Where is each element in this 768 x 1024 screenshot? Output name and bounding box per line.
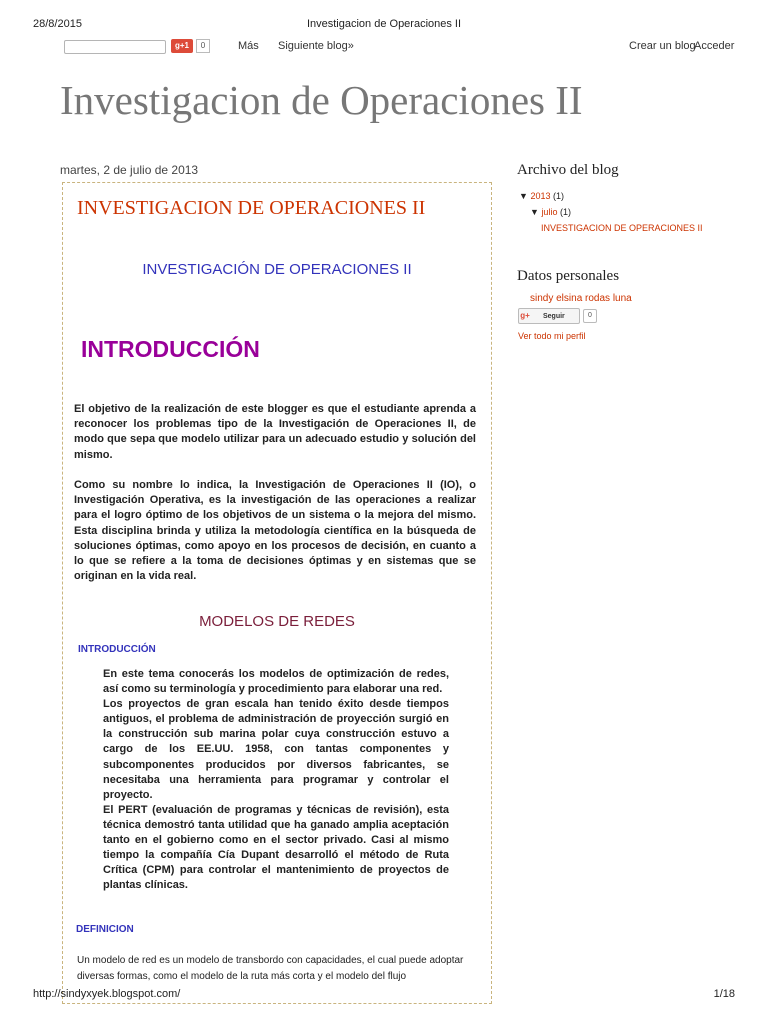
post-subtitle: INVESTIGACIÓN DE OPERACIONES II — [142, 261, 412, 278]
intro-heading: INTRODUCCIÓN — [81, 336, 260, 362]
profile-name-link[interactable]: sindy elsina rodas luna — [530, 293, 632, 304]
login-link[interactable]: Acceder — [694, 40, 735, 52]
follow-count: 0 — [583, 309, 597, 323]
archive-month[interactable] — [530, 207, 571, 217]
post-body — [62, 182, 492, 1004]
post-date: martes, 2 de julio de 2013 — [60, 163, 199, 177]
paragraph: Un modelo de red es un modelo de transbordo con capacidades, el cual puede adoptar diversas formas, como el modelo de la ruta más corta y el modelo del flujo — [77, 955, 464, 982]
search-input[interactable] — [64, 40, 166, 54]
print-header — [33, 18, 735, 32]
next-blog-link[interactable]: Siguiente blog» — [278, 40, 354, 52]
archive-year[interactable] — [519, 191, 564, 201]
toggle-icon[interactable]: ▼ — [530, 207, 539, 217]
view-profile-link[interactable]: Ver todo mi perfil — [518, 331, 586, 341]
definition-heading: DEFINICION — [76, 924, 134, 935]
archive-year-link[interactable]: 2013 — [530, 191, 551, 201]
blog-title[interactable]: Investigacion de Operaciones II — [60, 77, 583, 123]
archive-month-link[interactable]: julio — [541, 207, 558, 217]
print-url: http://sindyxyek.blogspot.com/ — [33, 988, 181, 1000]
print-page-number: 1/18 — [713, 988, 735, 1000]
archive-year-count: (1) — [552, 191, 564, 201]
gplus-count: 0 — [196, 39, 210, 53]
archive-month-count: (1) — [559, 207, 571, 217]
print-title: Investigacion de Operaciones II — [306, 18, 462, 30]
blogger-navbar — [33, 36, 735, 58]
archive-title: Archivo del blog — [517, 162, 619, 178]
print-date: 28/8/2015 — [33, 18, 82, 30]
personal-title: Datos personales — [517, 268, 620, 284]
post-title[interactable]: INVESTIGACION DE OPERACIONES II — [77, 197, 426, 219]
follow-button[interactable] — [518, 308, 580, 324]
print-footer — [33, 988, 735, 1002]
intro-subheading: INTRODUCCIÓN — [78, 644, 156, 655]
archive-post-link[interactable]: INVESTIGACION DE OPERACIONES II — [541, 223, 703, 233]
gplus-icon: g+ — [520, 311, 530, 320]
modelos-heading: MODELOS DE REDES — [199, 613, 355, 630]
paragraph: El objetivo de la realización de este blogger es que el estudiante aprenda a reconocer los problemas tipo de la Investigación de Operaciones II, de modo que sepa que modelo utilizar para un adecuado estudio y solución del mismo. — [74, 403, 476, 461]
toggle-icon[interactable]: ▼ — [519, 191, 528, 201]
more-link[interactable]: Más — [238, 40, 259, 52]
gplus-button[interactable]: g+1 — [171, 39, 193, 53]
paragraph: En este tema conocerás los modelos de optimización de redes, así como su terminología y procedimiento para elaborar una red. Los proyectos de gran escala han tenido éxito desde tiempos antiguos, el problema de administración de proyección surgió en la construcción sub marina polar cuya construcción estuvo a cargo de los EE.UU. 1958, con tantas componentes y subcomponentes producidos por diversos fabricantes, se necesitaba una herramienta para programar y controlar el proyecto. El PERT (evaluación de programas y técnicas de revisión), esta técnica demostró tanta utilidad que ha ganado amplia aceptación tanto en el gobierno como en el sector privado. Casi al mismo tiempo la compañía Cía Dupant desarrolló el método de Ruta Crítica (CPM) para controlar el mantenimiento de proyectos de plantas clínicas. — [103, 668, 449, 892]
follow-label: Seguir — [543, 313, 565, 320]
create-blog-link[interactable]: Crear un blog — [629, 40, 696, 52]
paragraph: Como su nombre lo indica, la Investigación de Operaciones II (IO), o Investigación Operativa, es la investigación de las operaciones a realizar para el logro óptimo de los objetivos de un sistema o la mejora del mismo. Esta disciplina brinda y utiliza la metodología científica en la búsqueda de soluciones óptimas, como apoyo en los procesos de decisión, en cuanto a lo que se refiere a la toma de decisiones óptimas y en sistemas que se originan en la vida real. — [74, 479, 476, 583]
